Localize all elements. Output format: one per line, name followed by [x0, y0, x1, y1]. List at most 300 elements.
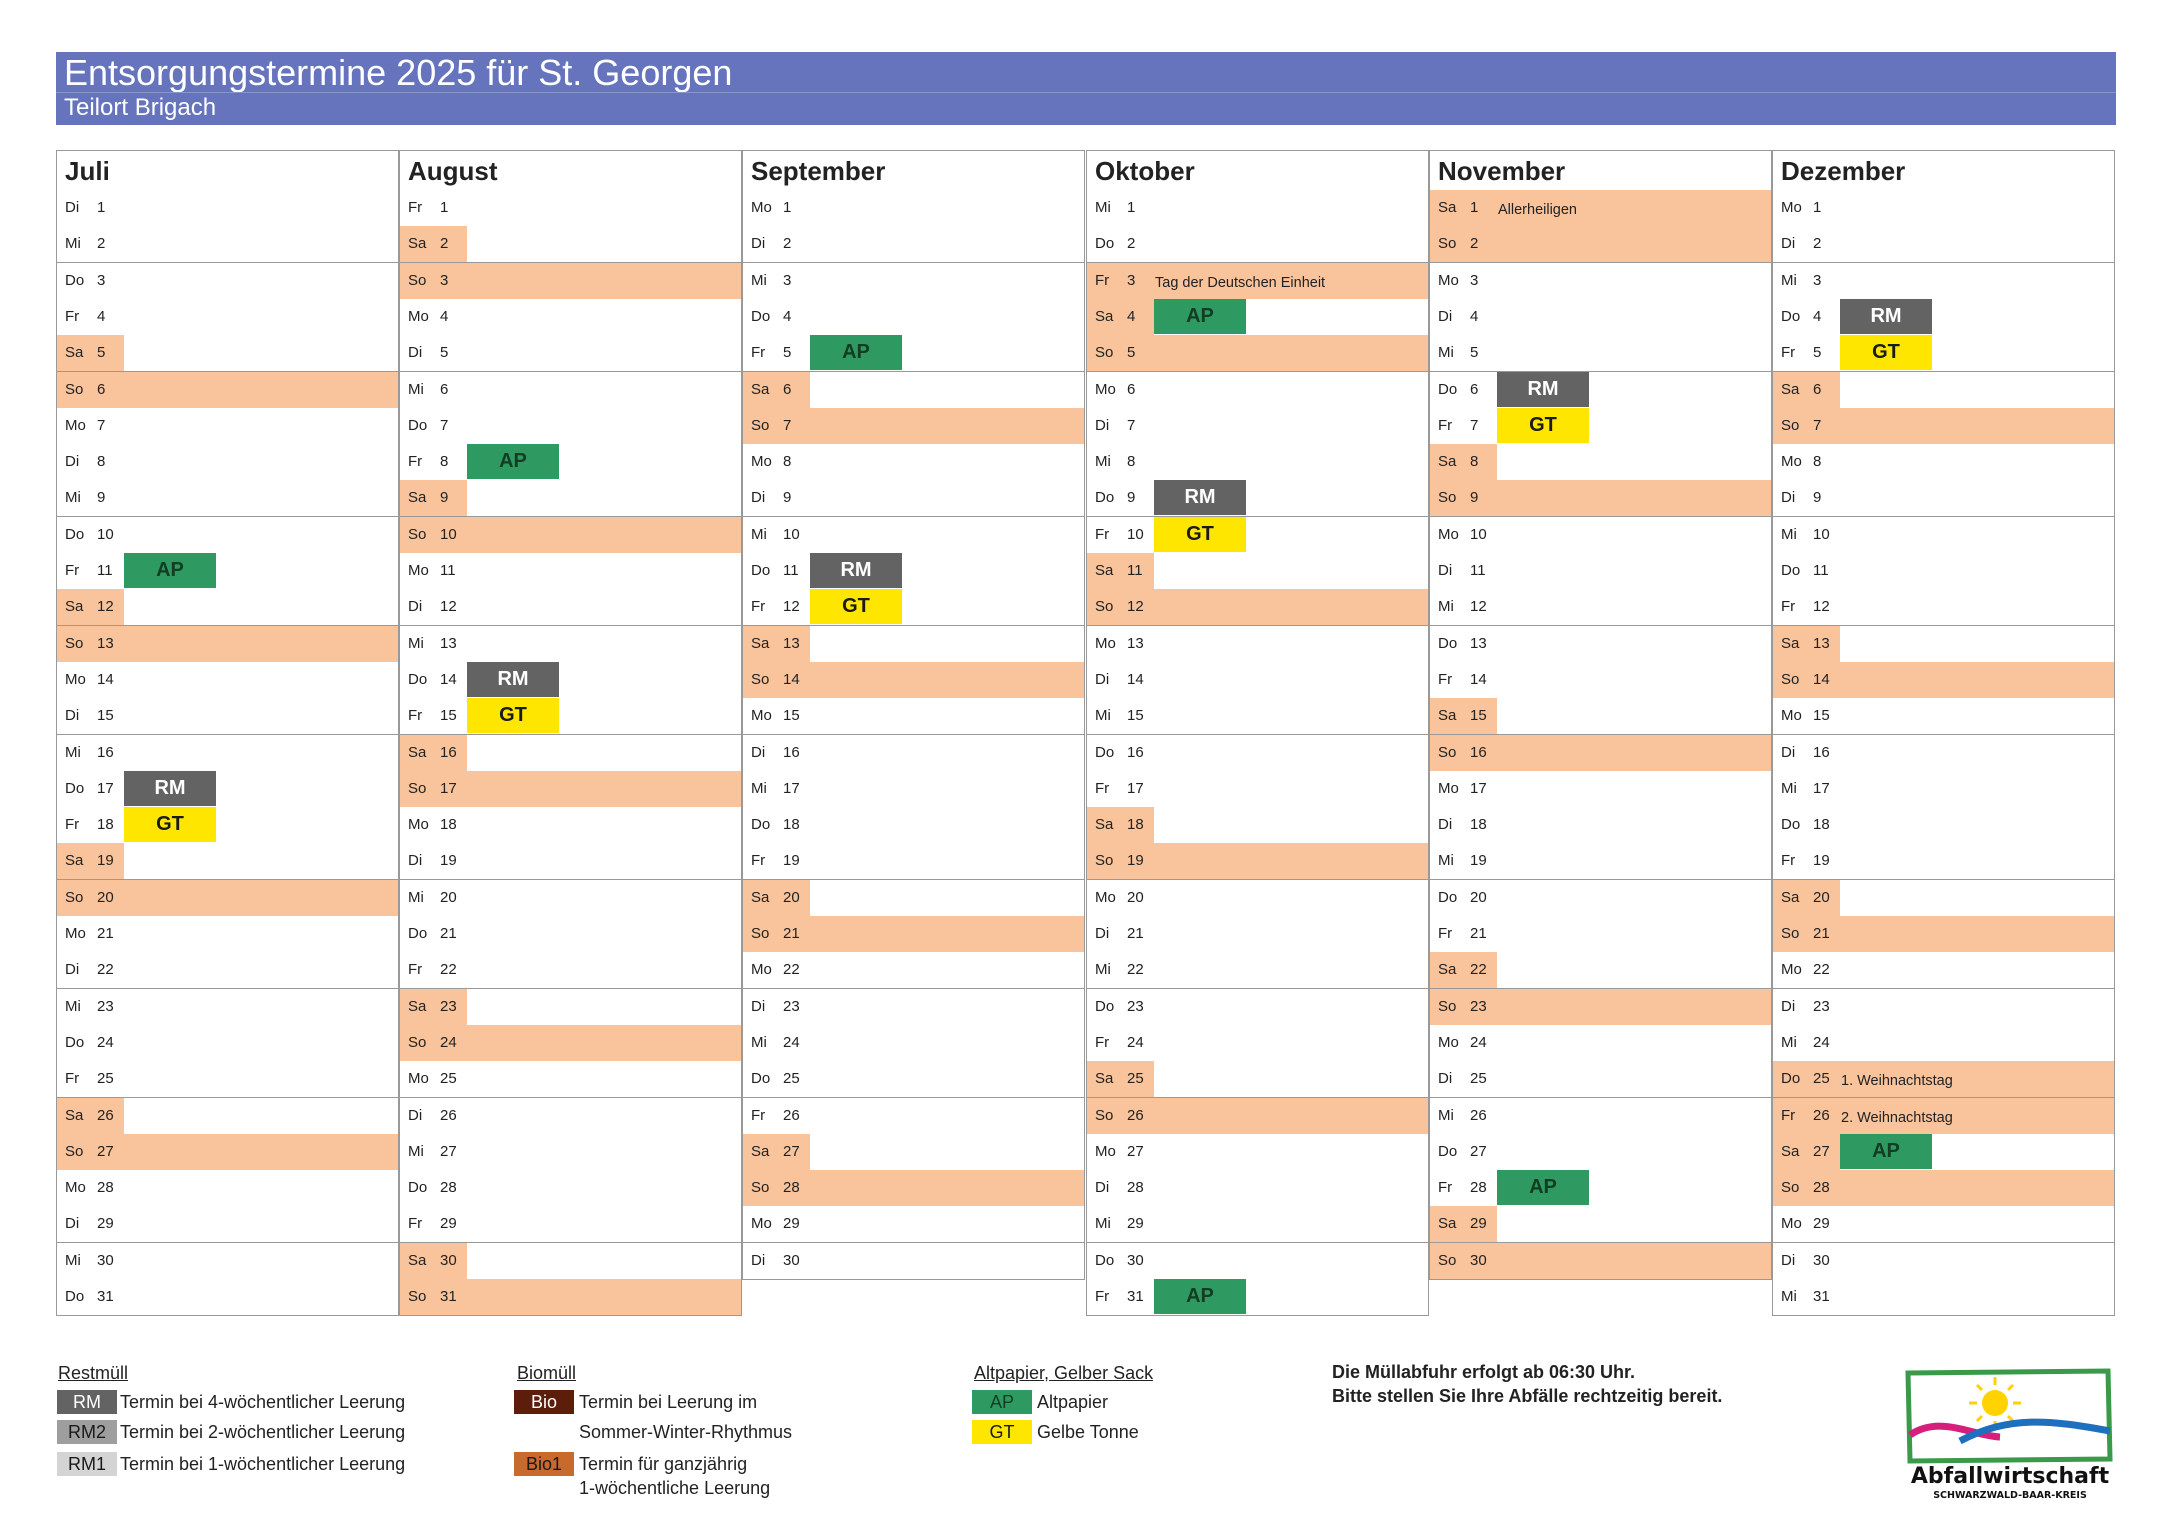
legend-rm1-box: RM1 — [57, 1452, 117, 1476]
weekday-label: Do — [751, 1070, 771, 1088]
weekday-label: Di — [1095, 670, 1110, 688]
weekday-label: Sa — [751, 634, 770, 652]
month-column — [742, 150, 1085, 1320]
day-number: 12 — [440, 598, 457, 616]
day-row — [1772, 226, 2115, 263]
weekday-label: Fr — [751, 598, 766, 616]
day-number: 14 — [783, 670, 800, 688]
day-number: 5 — [440, 344, 449, 362]
weekday-label: Di — [408, 598, 423, 616]
weekday-label: Mo — [65, 925, 86, 942]
day-row — [742, 843, 1085, 880]
weekday-label: Mi — [1781, 779, 1797, 797]
day-row — [742, 626, 1085, 663]
day-row — [56, 916, 399, 953]
day-row — [399, 1134, 742, 1171]
day-number: 5 — [97, 344, 106, 362]
legend-bio1-text-2: 1-wöchentliche Leerung — [579, 1478, 771, 1498]
day-number: 12 — [1127, 598, 1144, 616]
weekday-label: Fr — [1438, 925, 1453, 942]
day-row — [742, 299, 1085, 336]
row-cell — [810, 880, 1084, 916]
weekday-label: Sa — [1438, 199, 1457, 216]
day-row — [742, 807, 1085, 844]
day-row — [1772, 1206, 2115, 1243]
day-number: 28 — [440, 1179, 457, 1197]
day-row — [56, 1098, 399, 1135]
month-column — [56, 150, 399, 1320]
row-cell — [1154, 553, 1428, 589]
weekday-label: Sa — [1438, 707, 1457, 725]
day-number: 9 — [1127, 489, 1136, 507]
weekday-label: Sa — [1095, 816, 1114, 834]
day-number: 7 — [1127, 416, 1136, 434]
day-row — [1086, 1061, 1429, 1098]
day-row — [742, 989, 1085, 1026]
day-row — [1086, 1170, 1429, 1207]
weekday-label: So — [408, 525, 427, 543]
weekday-label: So — [1781, 416, 1800, 434]
weekday-label: Mi — [408, 380, 424, 398]
day-number: 27 — [97, 1142, 114, 1160]
row-cell — [467, 226, 741, 262]
day-row — [399, 1098, 742, 1135]
day-row — [742, 1206, 1085, 1243]
day-row — [399, 698, 742, 735]
day-row — [1086, 771, 1429, 808]
day-row — [399, 843, 742, 880]
day-row — [1429, 807, 1772, 844]
day-number: 3 — [783, 271, 792, 289]
day-number: 19 — [1470, 852, 1487, 870]
collection-badge-rm: RM — [467, 662, 559, 697]
collection-badge-ap: AP — [467, 444, 559, 479]
collection-badge-gt: GT — [1497, 408, 1589, 443]
month-header: November — [1429, 150, 1772, 191]
day-row — [1772, 989, 2115, 1026]
day-number: 8 — [783, 453, 792, 471]
row-cell — [1497, 952, 1771, 988]
sun-icon — [1982, 1390, 2008, 1416]
day-number: 4 — [97, 307, 106, 325]
day-row — [1772, 263, 2115, 300]
day-row — [742, 1243, 1085, 1280]
day-row — [1086, 335, 1429, 372]
day-row — [1086, 1243, 1429, 1280]
day-row — [1772, 771, 2115, 808]
weekday-label: So — [65, 634, 84, 652]
weekday-label: Di — [751, 743, 766, 761]
day-number: 25 — [1127, 1070, 1144, 1088]
weekday-label: Sa — [1781, 888, 1800, 906]
day-number: 21 — [440, 925, 457, 942]
weekday-label: Di — [751, 235, 766, 253]
weekday-label: Fr — [1095, 1288, 1110, 1305]
day-row — [742, 335, 1085, 372]
weekday-label: Mo — [751, 199, 772, 216]
day-number: 19 — [783, 852, 800, 870]
weekday-label: Di — [65, 961, 80, 979]
row-cell — [1154, 807, 1428, 843]
weekday-label: Mo — [1781, 707, 1802, 725]
day-row — [399, 952, 742, 989]
weekday-label: Mo — [1438, 779, 1459, 797]
day-number: 6 — [783, 380, 792, 398]
day-number: 9 — [1470, 489, 1479, 507]
legend-gt-box: GT — [972, 1420, 1032, 1444]
weekday-label: Mi — [65, 997, 81, 1015]
weekday-label: Di — [1781, 1251, 1796, 1269]
day-row — [1086, 1279, 1429, 1316]
collection-badge-rm: RM — [1154, 480, 1246, 515]
day-row — [399, 1061, 742, 1098]
day-number: 11 — [783, 562, 799, 579]
day-number: 25 — [440, 1070, 457, 1088]
day-number: 5 — [783, 344, 792, 362]
weekday-label: Fr — [408, 453, 423, 471]
weekday-label: Do — [408, 1179, 428, 1197]
day-number: 16 — [1127, 743, 1144, 761]
weekday-label: Fr — [1095, 1033, 1110, 1051]
weekday-label: Do — [751, 816, 771, 834]
day-number: 1 — [440, 199, 449, 216]
day-number: 19 — [97, 852, 114, 870]
day-number: 13 — [1127, 634, 1144, 652]
weekday-label: Mi — [1781, 1288, 1797, 1305]
day-number: 7 — [1813, 416, 1822, 434]
day-row — [742, 263, 1085, 300]
day-row — [56, 1134, 399, 1171]
day-number: 6 — [1813, 380, 1822, 398]
weekday-label: So — [1095, 598, 1114, 616]
day-number: 25 — [1813, 1070, 1830, 1088]
collection-badge-gt: GT — [810, 589, 902, 624]
row-cell — [124, 589, 398, 625]
weekday-label: Sa — [1438, 453, 1457, 471]
day-row — [742, 1061, 1085, 1098]
day-number: 28 — [1127, 1179, 1144, 1197]
day-number: 21 — [1127, 925, 1144, 942]
weekday-label: Mo — [751, 1215, 772, 1233]
day-number: 2 — [1470, 235, 1479, 253]
day-number: 15 — [440, 707, 457, 725]
day-number: 4 — [1127, 307, 1136, 325]
day-row — [742, 1134, 1085, 1171]
day-number: 10 — [783, 525, 800, 543]
day-row — [1086, 880, 1429, 917]
collection-badge-rm: RM — [124, 771, 216, 806]
day-row — [1429, 335, 1772, 372]
weekday-label: Sa — [65, 344, 84, 362]
collection-badge-ap: AP — [1840, 1134, 1932, 1169]
weekday-label: Sa — [408, 1251, 427, 1269]
weekday-label: Mo — [408, 562, 429, 579]
weekday-label: Do — [1438, 888, 1458, 906]
weekday-label: Mo — [1095, 634, 1116, 652]
weekday-label: Mo — [408, 307, 429, 325]
weekday-label: Di — [65, 1215, 80, 1233]
weekday-label: Mi — [1438, 1106, 1454, 1124]
weekday-label: Mi — [408, 1142, 424, 1160]
weekday-label: Di — [1781, 489, 1796, 507]
day-row — [56, 517, 399, 554]
weekday-label: Di — [751, 997, 766, 1015]
weekday-label: Di — [1781, 235, 1796, 253]
weekday-label: Di — [1095, 1179, 1110, 1197]
weekday-label: Mo — [1095, 380, 1116, 398]
day-number: 25 — [97, 1070, 114, 1088]
day-number: 11 — [1813, 562, 1829, 579]
day-number: 3 — [1127, 271, 1136, 289]
day-row — [1086, 226, 1429, 263]
weekday-label: Mi — [751, 525, 767, 543]
day-number: 3 — [1470, 271, 1479, 289]
day-number: 20 — [1127, 888, 1144, 906]
weekday-label: Do — [1781, 307, 1801, 325]
day-row — [56, 1279, 399, 1316]
weekday-label: Sa — [408, 997, 427, 1015]
day-row — [1772, 444, 2115, 481]
day-row — [56, 480, 399, 517]
weekday-label: Fr — [408, 707, 423, 725]
day-number: 1 — [783, 199, 792, 216]
weekday-label: Mo — [65, 416, 86, 434]
day-row — [399, 1025, 742, 1062]
day-number: 6 — [1127, 380, 1136, 398]
weekday-label: Di — [65, 707, 80, 725]
legend-rm-text: Termin bei 4-wöchentlicher Leerung — [120, 1392, 406, 1412]
weekday-label: Mi — [751, 779, 767, 797]
day-row — [1086, 989, 1429, 1026]
day-row — [1429, 952, 1772, 989]
day-number: 19 — [1813, 852, 1830, 870]
day-row — [1429, 1243, 1772, 1280]
day-number: 26 — [1127, 1106, 1144, 1124]
day-number: 26 — [1470, 1106, 1487, 1124]
weekday-label: Fr — [1781, 1106, 1796, 1124]
day-row — [399, 226, 742, 263]
day-number: 6 — [97, 380, 106, 398]
page-title: Entsorgungstermine 2025 für St. Georgen — [64, 52, 733, 93]
legend-bio-text: Termin bei Leerung im — [579, 1392, 758, 1412]
weekday-label: Fr — [408, 1215, 423, 1233]
day-row — [56, 1206, 399, 1243]
day-number: 29 — [783, 1215, 800, 1233]
day-row — [399, 1170, 742, 1207]
day-row — [1772, 517, 2115, 554]
weekday-label: Mo — [408, 1070, 429, 1088]
day-row — [1772, 1243, 2115, 1280]
day-row — [1086, 1025, 1429, 1062]
day-number: 29 — [440, 1215, 457, 1233]
day-row — [1772, 626, 2115, 663]
holiday-label: 1. Weihnachtstag — [1841, 1073, 1953, 1090]
page-header — [56, 52, 2116, 125]
weekday-label: So — [1438, 997, 1457, 1015]
weekday-label: Di — [1438, 307, 1453, 325]
row-cell — [467, 989, 741, 1025]
day-number: 6 — [1470, 380, 1479, 398]
weekday-label: Fr — [1781, 344, 1796, 362]
day-row — [1086, 408, 1429, 445]
row-cell — [810, 626, 1084, 662]
weekday-label: Mi — [1438, 852, 1454, 870]
day-row — [742, 880, 1085, 917]
day-number: 8 — [1813, 453, 1822, 471]
day-row — [1429, 1061, 1772, 1098]
day-row — [56, 335, 399, 372]
day-number: 10 — [1470, 525, 1487, 543]
weekday-label: Mi — [751, 271, 767, 289]
day-row — [1086, 1134, 1429, 1171]
day-number: 8 — [1127, 453, 1136, 471]
day-number: 17 — [783, 779, 800, 797]
day-number: 9 — [783, 489, 792, 507]
day-number: 18 — [1813, 816, 1830, 834]
weekday-label: Mi — [1781, 1033, 1797, 1051]
weekday-label: So — [751, 670, 770, 688]
day-number: 15 — [1127, 707, 1144, 725]
day-row — [399, 263, 742, 300]
day-row — [399, 1243, 742, 1280]
day-number: 7 — [97, 416, 106, 434]
collection-badge-ap: AP — [1154, 1279, 1246, 1314]
day-row — [399, 626, 742, 663]
day-row — [56, 698, 399, 735]
day-row — [1772, 372, 2115, 409]
day-row — [1086, 662, 1429, 699]
day-number: 24 — [97, 1033, 114, 1051]
weekday-label: Di — [65, 453, 80, 471]
day-number: 27 — [440, 1142, 457, 1160]
legend-bio-text-2: Sommer-Winter-Rhythmus — [579, 1422, 793, 1442]
weekday-label: Di — [1781, 997, 1796, 1015]
collection-badge-gt: GT — [124, 807, 216, 842]
day-row — [1086, 916, 1429, 953]
collection-badge-gt: GT — [1154, 517, 1246, 552]
weekday-label: Do — [65, 1033, 85, 1051]
day-number: 13 — [97, 634, 114, 652]
day-row — [399, 335, 742, 372]
day-number: 9 — [1813, 489, 1822, 507]
day-number: 17 — [440, 779, 457, 797]
weekday-label: So — [751, 1179, 770, 1197]
day-row — [399, 480, 742, 517]
day-number: 1 — [97, 199, 106, 216]
weekday-label: So — [1438, 1251, 1457, 1269]
day-number: 2 — [783, 235, 792, 253]
day-row — [742, 916, 1085, 953]
day-number: 24 — [783, 1033, 800, 1051]
weekday-label: So — [1095, 852, 1114, 870]
day-row — [56, 553, 399, 590]
legend-biomuell-title: Biomüll — [517, 1363, 577, 1383]
weekday-label: Mo — [1438, 271, 1459, 289]
day-row — [1086, 1098, 1429, 1135]
legend-gt-text: Gelbe Tonne — [1037, 1422, 1139, 1442]
collection-badge-rm: RM — [1497, 372, 1589, 407]
day-row — [1429, 626, 1772, 663]
row-cell — [124, 335, 398, 371]
day-row — [1429, 190, 1772, 227]
holiday-label: 2. Weihnachtstag — [1841, 1109, 1953, 1126]
weekday-label: Mo — [1781, 1215, 1802, 1233]
day-row — [56, 589, 399, 626]
row-cell — [1840, 372, 2114, 408]
weekday-label: Mi — [1095, 961, 1111, 979]
day-number: 30 — [1813, 1251, 1830, 1269]
day-row — [56, 1025, 399, 1062]
day-row — [56, 190, 399, 227]
weekday-label: Di — [408, 344, 423, 362]
weekday-label: Mi — [1095, 199, 1111, 216]
weekday-label: Mo — [751, 707, 772, 725]
weekday-label: Do — [1781, 816, 1801, 834]
legend-ap-box: AP — [972, 1390, 1032, 1414]
weekday-label: Mi — [65, 743, 81, 761]
day-number: 14 — [97, 670, 114, 688]
month-header: Oktober — [1086, 150, 1429, 191]
day-row — [1429, 843, 1772, 880]
day-row — [399, 553, 742, 590]
day-row — [1772, 335, 2115, 372]
row-cell — [1497, 698, 1771, 734]
day-row — [399, 299, 742, 336]
day-number: 1 — [1470, 199, 1479, 216]
month-header: September — [742, 150, 1085, 191]
weekday-label: Do — [1438, 634, 1458, 652]
weekday-label: Sa — [408, 743, 427, 761]
day-row — [1429, 226, 1772, 263]
weekday-label: Di — [65, 199, 80, 216]
weekday-label: Mi — [751, 1033, 767, 1051]
day-number: 14 — [1813, 670, 1830, 688]
day-row — [1772, 1061, 2115, 1098]
day-row — [56, 807, 399, 844]
day-number: 18 — [1470, 816, 1487, 834]
collection-badge-ap: AP — [1497, 1170, 1589, 1205]
legend-bio1-box: Bio1 — [514, 1452, 574, 1476]
day-row — [1772, 553, 2115, 590]
day-number: 30 — [1470, 1251, 1487, 1269]
day-number: 12 — [1470, 598, 1487, 616]
collection-badge-ap: AP — [1154, 299, 1246, 334]
day-number: 2 — [97, 235, 106, 253]
day-number: 14 — [1127, 670, 1144, 688]
day-row — [1429, 299, 1772, 336]
weekday-label: So — [408, 271, 427, 289]
day-number: 20 — [1470, 888, 1487, 906]
weekday-label: Sa — [1438, 961, 1457, 979]
day-number: 1 — [1127, 199, 1136, 216]
row-cell — [467, 480, 741, 516]
note-put-out: Bitte stellen Sie Ihre Abfälle rechtzeitig bereit. — [1332, 1386, 1723, 1406]
day-number: 20 — [783, 888, 800, 906]
day-row — [1772, 807, 2115, 844]
day-row — [399, 1206, 742, 1243]
logo-graphic — [1900, 1365, 2120, 1505]
day-row — [1772, 735, 2115, 772]
day-row — [1772, 480, 2115, 517]
weekday-label: Di — [408, 852, 423, 870]
day-row — [742, 952, 1085, 989]
row-cell — [1154, 1061, 1428, 1097]
day-row — [1772, 1098, 2115, 1135]
day-number: 12 — [1813, 598, 1830, 616]
day-row — [742, 1025, 1085, 1062]
day-number: 14 — [1470, 670, 1487, 688]
row-cell — [467, 1243, 741, 1279]
